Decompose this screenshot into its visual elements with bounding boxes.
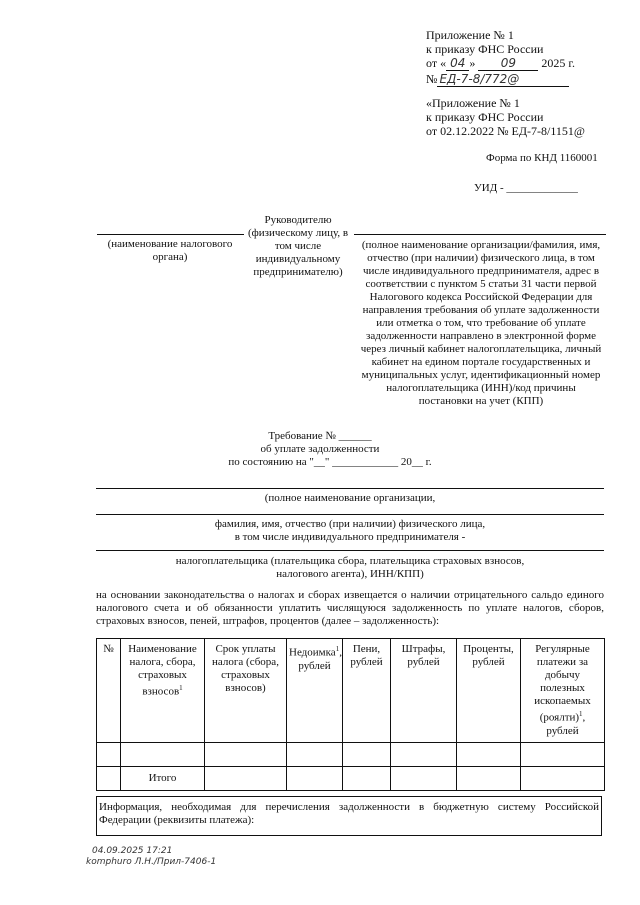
footnote-mark: 1 — [179, 684, 183, 692]
stamp-date: 04.09.2025 17:21 — [92, 846, 173, 856]
table-cell — [457, 766, 521, 790]
demand-title: Требование № ______ — [268, 430, 372, 442]
table-header-row — [97, 639, 605, 743]
taxpayer-line-3 — [96, 550, 604, 551]
quote-order: к приказу ФНС России — [426, 110, 544, 124]
table-cell — [97, 766, 121, 790]
date-month-handwritten: 09 — [478, 56, 538, 71]
date-mid: » — [469, 56, 476, 70]
table-cell — [343, 766, 391, 790]
header-interest: Проценты, рублей — [457, 639, 521, 743]
demand-subtitle: об уплате задолженности — [260, 443, 380, 455]
header-fines: Штрафы, рублей — [391, 639, 457, 743]
header-penalties: Пени, рублей — [343, 639, 391, 743]
stamp-user: komphuro Л.Н./Прил-7406-1 — [86, 857, 217, 867]
table-cell — [457, 742, 521, 766]
table-cell — [205, 766, 287, 790]
quote-appendix: «Приложение № 1 — [426, 96, 520, 110]
recipient-label: (полное наименование организации/фамилия, имя, отчество (при наличии) физического лица, в том числе индивидуального предпринимателя, адрес в соответствии с пунктом 5 статьи 31 части первой Налогового кодекса Российской Федерации для направления требования об уплате задолженности или отметка о том, что требование об уплате задолженности направлено в электронной форме через личный кабинет налогоплательщика, личный кабинет на едином портале государственных и муниципальных услуг, идентификационный номер налогоплательщика (ИНН)/код причины постановки на учет (КПП) — [360, 239, 602, 407]
demand-date: по состоянию на "__" ____________ 20__ г. — [228, 456, 432, 468]
total-label: Итого — [121, 766, 205, 790]
recipient-line — [354, 234, 606, 235]
header-royalty-suffix: , рублей — [546, 711, 586, 737]
appendix-label: Приложение № 1 — [426, 28, 514, 42]
header-number: № — [97, 639, 121, 743]
taxpayer-label-5: налогового агента), ИНН/КПП) — [276, 568, 424, 580]
header-due-date: Срок уплаты налога (сбора, страховых взносов) — [205, 639, 287, 743]
form-code: Форма по КНД 1160001 — [486, 152, 598, 164]
taxpayer-line-1 — [96, 488, 604, 489]
header-arrears-text: Недоимка — [289, 646, 336, 659]
table-cell — [205, 742, 287, 766]
table-total-row — [97, 766, 605, 790]
table-row — [97, 742, 605, 766]
order-label: к приказу ФНС России — [426, 42, 544, 56]
table-cell — [287, 742, 343, 766]
authority-label: (наименование налогового органа) — [107, 238, 233, 263]
taxpayer-label-4: налогоплательщика (плательщика сбора, плательщика страховых взносов, — [175, 555, 525, 567]
debt-table — [96, 638, 605, 791]
table-cell — [121, 742, 205, 766]
header-arrears — [287, 639, 343, 743]
table-cell — [521, 766, 605, 790]
head-label: Руководителю (физическому лицу, в том числе индивидуальному предпринимателю) — [247, 214, 349, 278]
header-royalty-text: Регулярные платежи за добычу полезных ископаемых (роялти) — [534, 643, 591, 724]
taxpayer-label-2: фамилия, имя, отчество (при наличии) физического лица, — [214, 518, 486, 530]
footnote-mark: 1 — [335, 645, 340, 653]
quote-date: от 02.12.2022 № ЕД-7-8/1151@ — [426, 124, 585, 138]
taxpayer-label-3: в том числе индивидуального предпринимателя - — [234, 531, 466, 543]
header-royalty — [521, 639, 605, 743]
table-cell — [391, 742, 457, 766]
order-date — [426, 56, 606, 71]
table-cell — [343, 742, 391, 766]
payment-info-box: Информация, необходимая для перечисления задолженности в бюджетную систему Российской Федерации (реквизиты платежа): — [96, 796, 602, 836]
date-year: 2025 г. — [541, 56, 575, 70]
taxpayer-line-2 — [96, 514, 604, 515]
number-handwritten: ЕД-7-8/772@ — [437, 72, 569, 87]
taxpayer-label-1: (полное наименование организации, — [264, 492, 436, 504]
footnote-mark: 1 — [579, 710, 583, 718]
table-cell — [521, 742, 605, 766]
date-day-handwritten: 04 — [446, 56, 469, 71]
header-tax-name — [121, 639, 205, 743]
header-tax-name-text: Наименование налога, сбора, страховых взносов — [128, 643, 197, 698]
table-cell — [391, 766, 457, 790]
table-cell — [97, 742, 121, 766]
number-prefix: № — [426, 72, 438, 86]
header-arrears-suffix: , рублей — [298, 646, 342, 672]
table-cell — [287, 766, 343, 790]
authority-line — [97, 234, 244, 235]
uid-field: УИД - _____________ — [474, 182, 578, 194]
order-number — [426, 72, 576, 87]
date-prefix: от « — [426, 56, 447, 70]
body-text: на основании законодательства о налогах и сборах извещается о наличии отрицательного сальдо единого налогового счета и об обязанности уплатить числящуюся задолженность по уплате налогов, сборов, страховых взносов, пеней, штрафов, процентов (далее – задолженность): — [96, 589, 604, 627]
